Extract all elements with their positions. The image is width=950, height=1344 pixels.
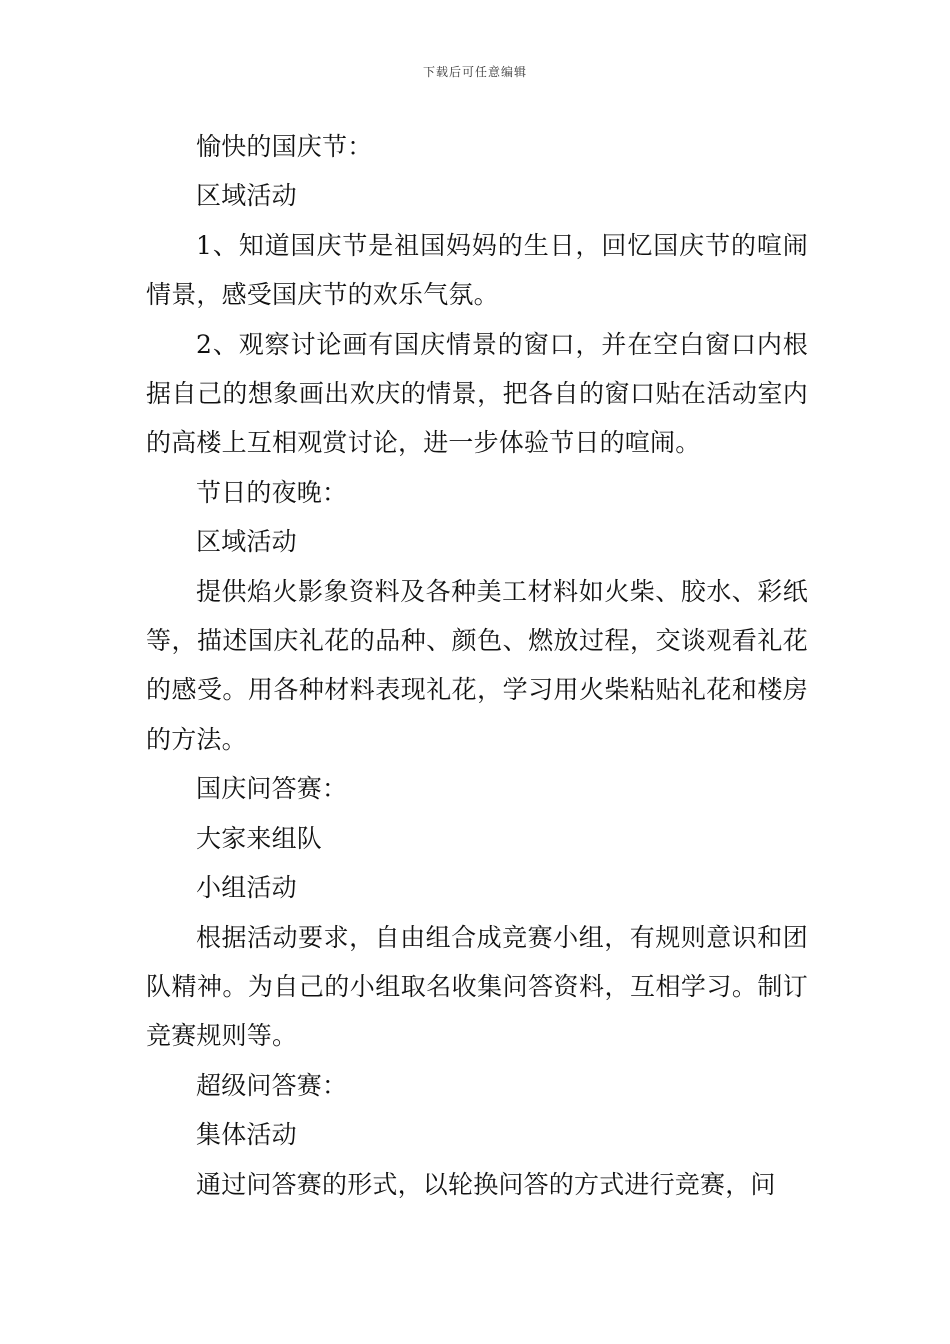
team-activity-paragraph: 根据活动要求，自由组合成竞赛小组，有规则意识和团队精神。为自己的小组取名收集问答资料，互相学习。制订竞赛规则等。 <box>146 922 808 1051</box>
activity-item-2: 2、观察讨论画有国庆情景的窗口，并在空白窗口内根据自己的想象画出欢庆的情景，把各自的窗口贴在活动室内的高楼上互相观赏讨论，进一步体验节日的喧闹。 <box>146 329 808 458</box>
section-title-happy-national-day: 愉快的国庆节： <box>196 132 373 161</box>
section-title-super-quiz: 超级问答赛： <box>196 1070 348 1100</box>
quiz-activity-paragraph: 通过问答赛的形式，以轮换问答的方式进行竞赛，问 <box>196 1169 776 1199</box>
subsection-title-form-team: 大家来组队 <box>196 823 323 853</box>
activity-type-label: 小组活动 <box>196 873 297 903</box>
activity-item-1: 1、知道国庆节是祖国妈妈的生日，回忆国庆节的喧闹情景，感受国庆节的欢乐气氛。 <box>146 230 808 310</box>
activity-type-label: 区域活动 <box>196 527 297 557</box>
page-header-note: 下载后可任意编辑 <box>422 65 527 79</box>
section-title-quiz: 国庆问答赛： <box>196 774 348 804</box>
fireworks-activity-paragraph: 提供焰火影象资料及各种美工材料如火柴、胶水、彩纸等，描述国庆礼花的品种、颜色、燃放过程，交谈观看礼花的感受。用各种材料表现礼花，学习用火柴粘贴礼花和楼房的方法。 <box>146 576 808 754</box>
activity-type-label: 集体活动 <box>196 1120 297 1150</box>
activity-type-label: 区域活动 <box>196 181 297 211</box>
section-title-festival-night: 节日的夜晚： <box>196 477 348 507</box>
document-body <box>146 122 808 1209</box>
